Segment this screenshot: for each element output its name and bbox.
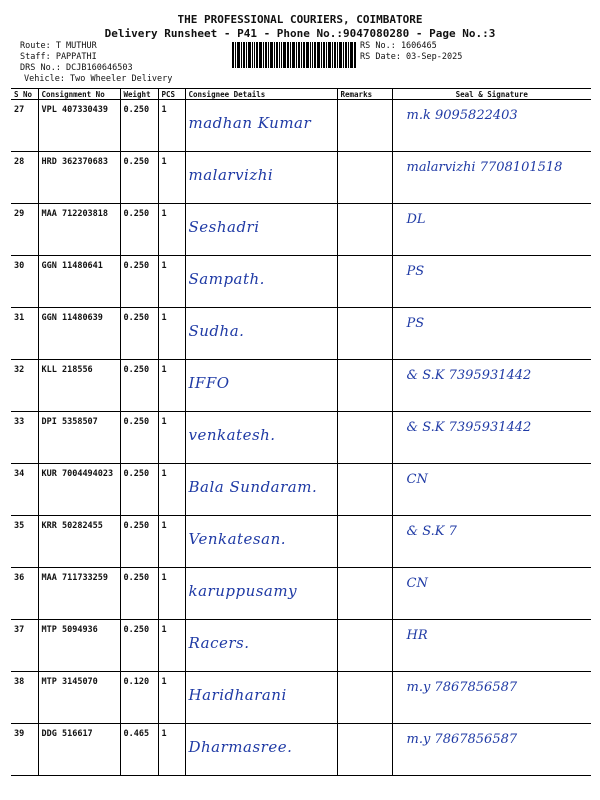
- signature-cell: [392, 412, 591, 464]
- pcs-cell: 1: [158, 516, 185, 568]
- signature-cell: [392, 620, 591, 672]
- rs-number: RS No.: 1606465: [360, 41, 437, 51]
- signature-handwriting: m.k 9095822403: [406, 108, 518, 123]
- consignment-number: HRD 362370683: [38, 152, 120, 204]
- consignee-cell: [185, 256, 337, 308]
- consignment-number: KRR 50282455: [38, 516, 120, 568]
- consignee-cell: [185, 464, 337, 516]
- weight-cell: 0.250: [120, 568, 158, 620]
- consignment-number: DPI 5358507: [38, 412, 120, 464]
- consignee-cell: [185, 100, 337, 152]
- pcs-cell: 1: [158, 412, 185, 464]
- consignee-cell: [185, 672, 337, 724]
- signature-handwriting: malarvizhi 7708101518: [406, 160, 563, 175]
- signature-cell: [392, 204, 591, 256]
- sno-cell: 39: [11, 724, 38, 776]
- consignment-number: MAA 711733259: [38, 568, 120, 620]
- consignee-cell: [185, 620, 337, 672]
- remarks-cell: [337, 360, 392, 412]
- column-header: Remarks: [337, 89, 392, 100]
- pcs-cell: 1: [158, 256, 185, 308]
- consignment-number: GGN 11480641: [38, 256, 120, 308]
- pcs-cell: 1: [158, 308, 185, 360]
- sno-cell: 30: [11, 256, 38, 308]
- vehicle-label: Vehicle: Two Wheeler Delivery: [24, 74, 173, 84]
- consignment-number: KUR 7004494023: [38, 464, 120, 516]
- drs-number: DRS No.: DCJB160646503: [20, 63, 133, 73]
- pcs-cell: 1: [158, 568, 185, 620]
- pcs-cell: 1: [158, 204, 185, 256]
- table-row: [11, 724, 591, 776]
- pcs-cell: 1: [158, 672, 185, 724]
- column-header: Consignee Details: [185, 89, 337, 100]
- consignee-cell: [185, 308, 337, 360]
- consignee-handwriting: Bala Sundaram.: [188, 478, 318, 496]
- route-label: Route: T MUTHUR: [20, 41, 97, 51]
- company-title: THE PROFESSIONAL COURIERS, COIMBATORE: [177, 13, 423, 26]
- weight-cell: 0.250: [120, 256, 158, 308]
- signature-handwriting: CN: [406, 472, 428, 487]
- weight-cell: 0.250: [120, 152, 158, 204]
- remarks-cell: [337, 672, 392, 724]
- consignment-number: GGN 11480639: [38, 308, 120, 360]
- runsheet-subtitle: Delivery Runsheet - P41 - Phone No.:9047080280 - Page No.:3: [104, 27, 496, 40]
- column-header: S No: [11, 89, 38, 100]
- consignee-handwriting: Sudha.: [188, 322, 245, 340]
- consignee-cell: [185, 204, 337, 256]
- consignee-handwriting: Venkatesan.: [188, 530, 286, 548]
- consignment-number: DDG 516617: [38, 724, 120, 776]
- consignment-number: KLL 218556: [38, 360, 120, 412]
- column-header: PCS: [158, 89, 185, 100]
- remarks-cell: [337, 256, 392, 308]
- table-row: [11, 516, 591, 568]
- consignee-handwriting: IFFO: [188, 374, 230, 392]
- signature-cell: [392, 568, 591, 620]
- signature-handwriting: m.y 7867856587: [406, 732, 518, 747]
- remarks-cell: [337, 100, 392, 152]
- runsheet-table: [11, 88, 591, 776]
- signature-handwriting: & S.K 7395931442: [406, 368, 532, 383]
- consignee-handwriting: venkatesh.: [188, 426, 276, 444]
- weight-cell: 0.120: [120, 672, 158, 724]
- consignee-handwriting: Dharmasree.: [188, 738, 293, 756]
- sno-cell: 33: [11, 412, 38, 464]
- column-header: Seal & Signature: [392, 89, 591, 100]
- remarks-cell: [337, 152, 392, 204]
- consignee-cell: [185, 152, 337, 204]
- pcs-cell: 1: [158, 620, 185, 672]
- signature-cell: [392, 152, 591, 204]
- consignee-handwriting: Seshadri: [188, 218, 260, 236]
- signature-handwriting: HR: [406, 628, 428, 643]
- consignee-cell: [185, 724, 337, 776]
- consignee-handwriting: madhan Kumar: [188, 114, 312, 132]
- consignee-handwriting: Sampath.: [188, 270, 265, 288]
- column-header: Consignment No: [38, 89, 120, 100]
- pcs-cell: 1: [158, 100, 185, 152]
- table-row: [11, 100, 591, 152]
- weight-cell: 0.250: [120, 412, 158, 464]
- weight-cell: 0.465: [120, 724, 158, 776]
- sno-cell: 37: [11, 620, 38, 672]
- consignee-handwriting: Haridharani: [188, 686, 287, 704]
- signature-cell: [392, 672, 591, 724]
- consignment-number: MTP 5094936: [38, 620, 120, 672]
- signature-cell: [392, 464, 591, 516]
- sno-cell: 34: [11, 464, 38, 516]
- signature-handwriting: DL: [406, 212, 426, 227]
- consignment-number: VPL 407330439: [38, 100, 120, 152]
- sno-cell: 32: [11, 360, 38, 412]
- consignment-number: MAA 712203818: [38, 204, 120, 256]
- sno-cell: 28: [11, 152, 38, 204]
- consignee-handwriting: malarvizhi: [188, 166, 274, 184]
- consignee-handwriting: karuppusamy: [188, 582, 298, 600]
- weight-cell: 0.250: [120, 100, 158, 152]
- remarks-cell: [337, 412, 392, 464]
- remarks-cell: [337, 568, 392, 620]
- signature-handwriting: CN: [406, 576, 428, 591]
- signature-cell: [392, 360, 591, 412]
- pcs-cell: 1: [158, 152, 185, 204]
- sno-cell: 31: [11, 308, 38, 360]
- sno-cell: 36: [11, 568, 38, 620]
- weight-cell: 0.250: [120, 360, 158, 412]
- remarks-cell: [337, 516, 392, 568]
- signature-cell: [392, 100, 591, 152]
- remarks-cell: [337, 308, 392, 360]
- signature-handwriting: PS: [406, 316, 425, 331]
- pcs-cell: 1: [158, 360, 185, 412]
- weight-cell: 0.250: [120, 620, 158, 672]
- table-row: [11, 412, 591, 464]
- sno-cell: 27: [11, 100, 38, 152]
- sno-cell: 29: [11, 204, 38, 256]
- weight-cell: 0.250: [120, 204, 158, 256]
- table-header-row: [11, 89, 591, 100]
- remarks-cell: [337, 724, 392, 776]
- remarks-cell: [337, 620, 392, 672]
- weight-cell: 0.250: [120, 308, 158, 360]
- barcode-image: [232, 42, 356, 68]
- remarks-cell: [337, 464, 392, 516]
- sno-cell: 35: [11, 516, 38, 568]
- signature-cell: [392, 724, 591, 776]
- staff-label: Staff: PAPPATHI: [20, 52, 97, 62]
- signature-cell: [392, 308, 591, 360]
- pcs-cell: 1: [158, 724, 185, 776]
- signature-cell: [392, 516, 591, 568]
- signature-handwriting: m.y 7867856587: [406, 680, 518, 695]
- table-row: [11, 464, 591, 516]
- weight-cell: 0.250: [120, 516, 158, 568]
- consignee-cell: [185, 412, 337, 464]
- table-row: [11, 204, 591, 256]
- table-row: [11, 672, 591, 724]
- table-row: [11, 620, 591, 672]
- signature-handwriting: & S.K 7: [406, 524, 457, 539]
- remarks-cell: [337, 204, 392, 256]
- signature-handwriting: PS: [406, 264, 425, 279]
- table-row: [11, 256, 591, 308]
- consignee-cell: [185, 568, 337, 620]
- consignment-number: MTP 3145070: [38, 672, 120, 724]
- sno-cell: 38: [11, 672, 38, 724]
- signature-handwriting: & S.K 7395931442: [406, 420, 532, 435]
- consignee-cell: [185, 360, 337, 412]
- table-row: [11, 152, 591, 204]
- table-row: [11, 568, 591, 620]
- table-row: [11, 308, 591, 360]
- pcs-cell: 1: [158, 464, 185, 516]
- signature-cell: [392, 256, 591, 308]
- consignee-handwriting: Racers.: [188, 634, 250, 652]
- rs-date: RS Date: 03-Sep-2025: [360, 52, 463, 62]
- column-header: Weight: [120, 89, 158, 100]
- weight-cell: 0.250: [120, 464, 158, 516]
- consignee-cell: [185, 516, 337, 568]
- table-row: [11, 360, 591, 412]
